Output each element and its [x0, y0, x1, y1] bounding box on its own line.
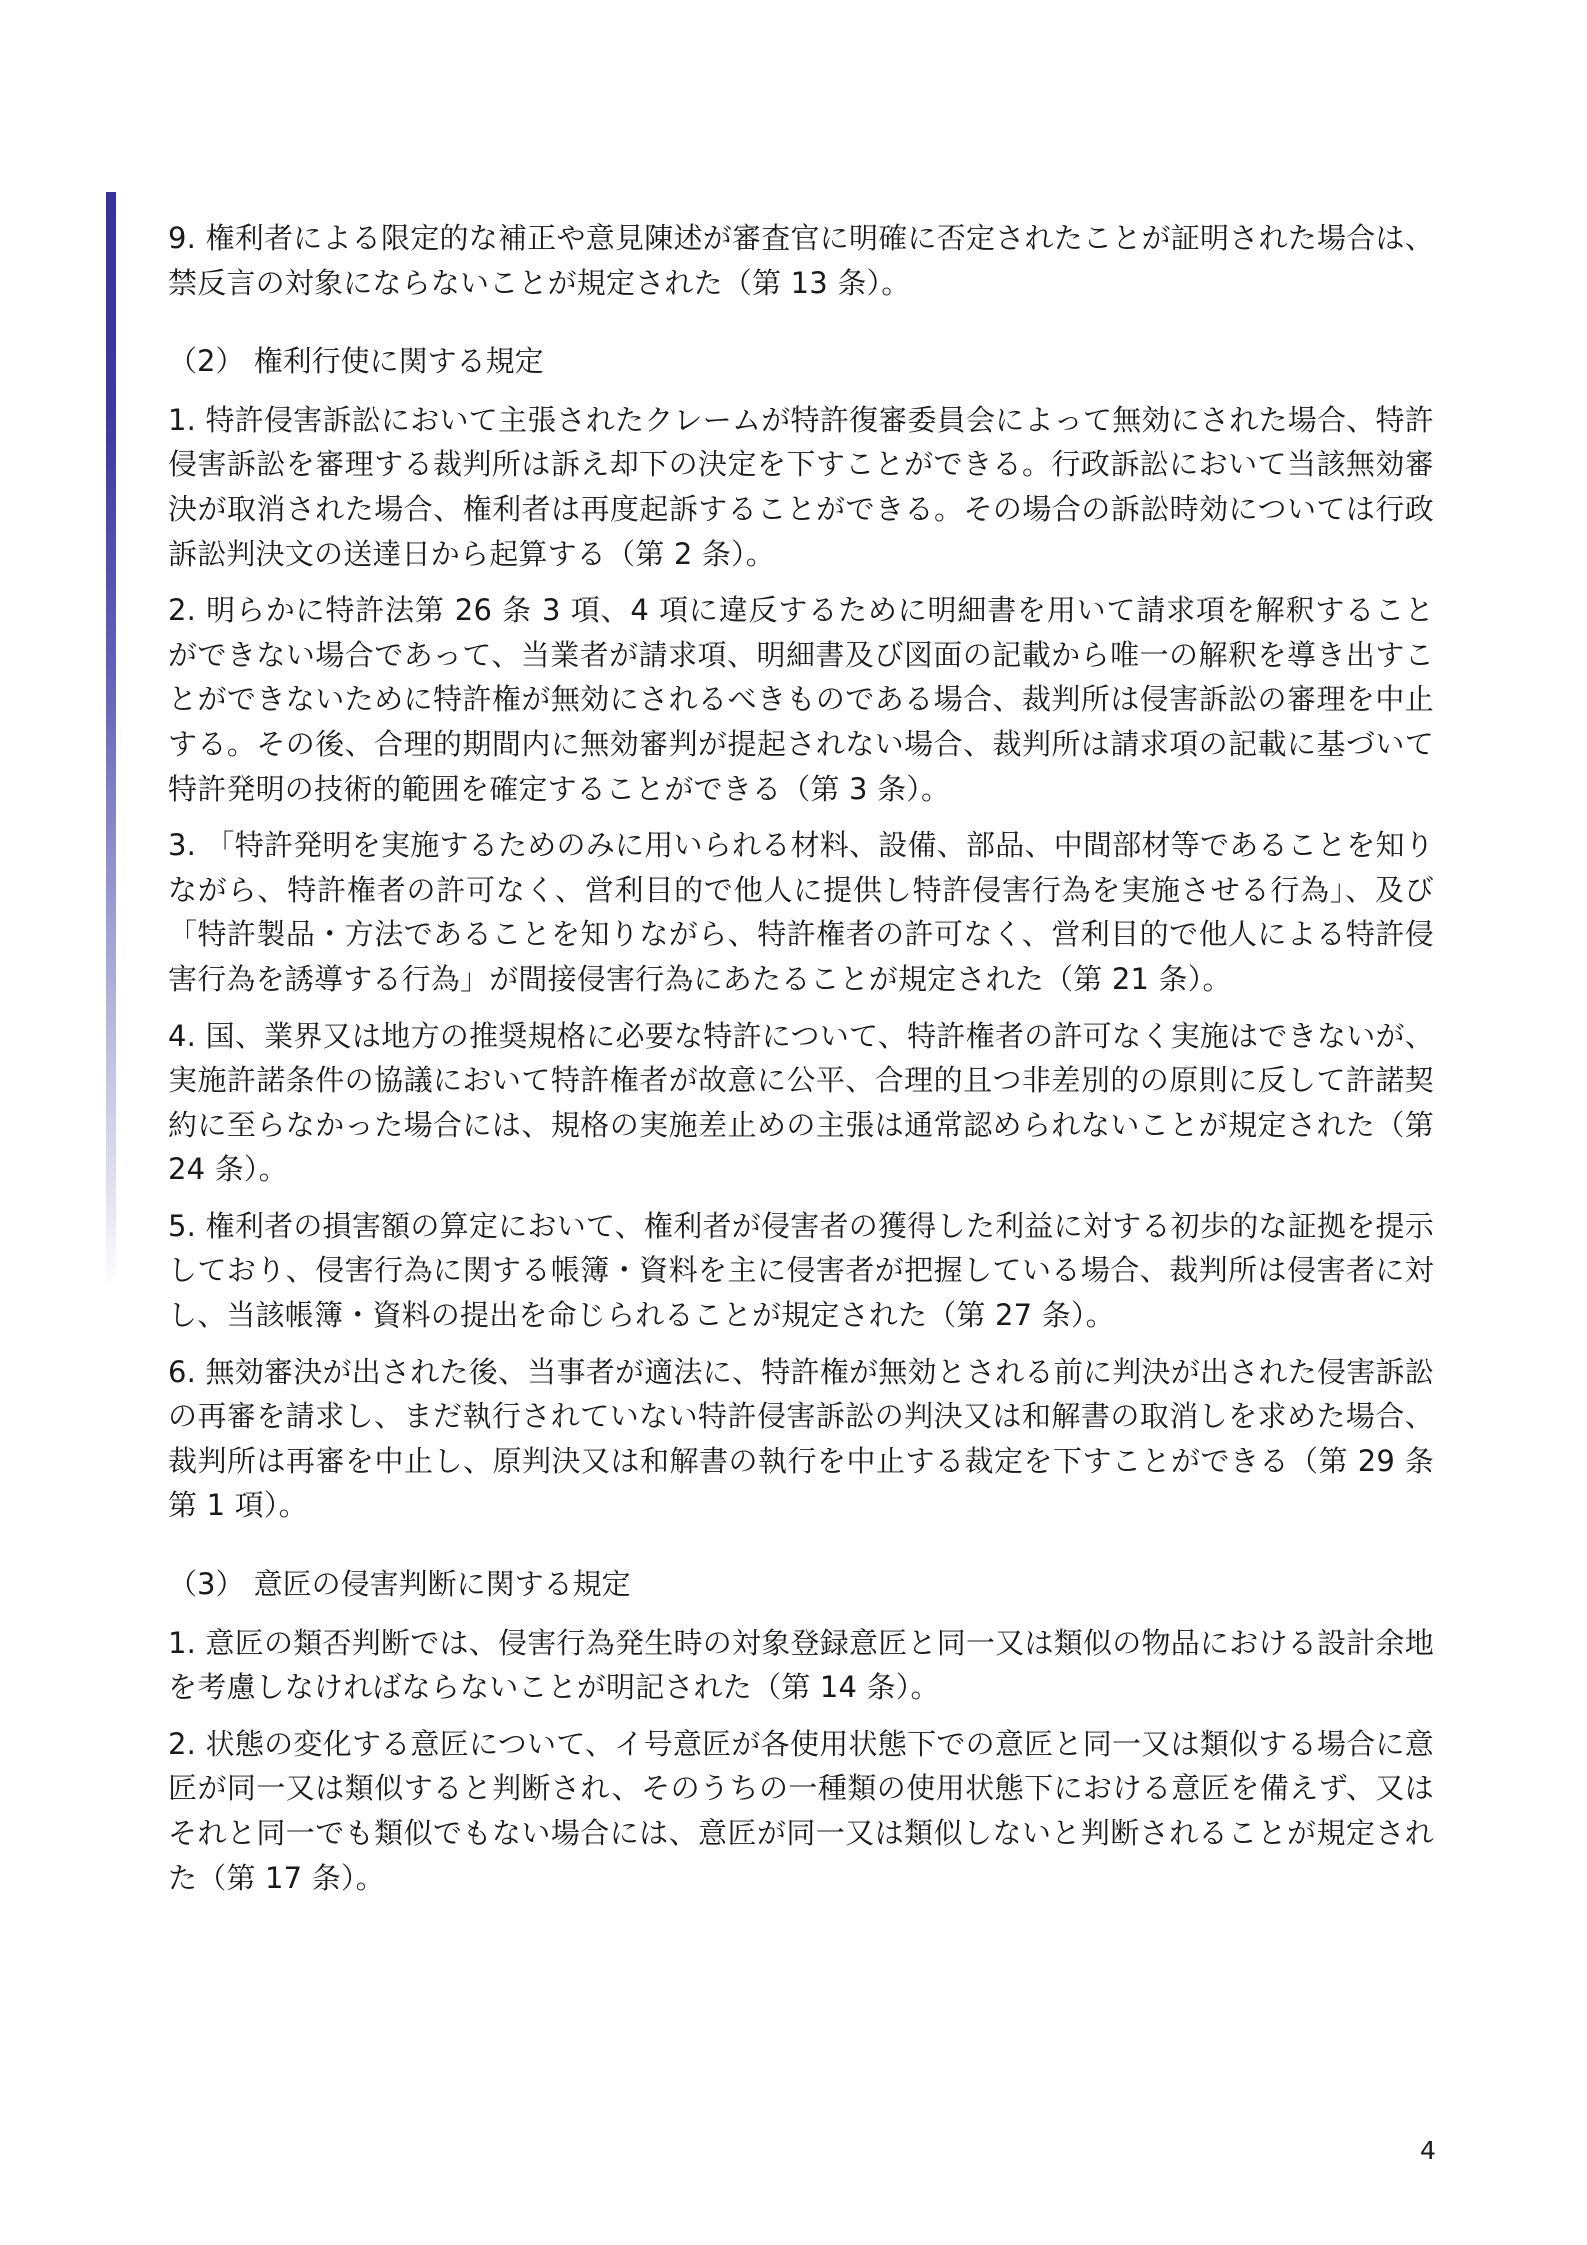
paragraph-item-6: 6. 無効審決が出された後、当事者が適法に、特許権が無効とされる前に判決が出された侵害訴訟の再審を請求し、まだ執行されていない特許侵害訴訟の判決又は和解書の取消しを求めた場合、裁判所は再審を中止し、原判決又は和解書の執行を中止する裁定を下すことができる（第 29 条第 1 項）。 [168, 1354, 1434, 1523]
paragraph-design-item-2: 2. 状態の変化する意匠について、イ号意匠が各使用状態下での意匠と同一又は類似する場合に意匠が同一又は類似すると判断され、そのうちの一種類の使用状態下における意匠を備えず、又はそれと同一でも類似でもない場合には、意匠が同一又は類似しないと判断されることが規定された（第 17 条）。 [168, 1726, 1434, 1895]
decorative-side-bar [106, 192, 116, 1287]
paragraph-design-item-1: 1. 意匠の類否判断では、侵害行為発生時の対象登録意匠と同一又は類似の物品における設計余地を考慮しなければならないことが明記された（第 14 条）。 [168, 1625, 1434, 1705]
paragraph-item-3: 3. 「特許発明を実施するためのみに用いられる材料、設備、部品、中間部材等であることを知りながら、特許権者の許可なく、営利目的で他人に提供し特許侵害行為を実施させる行為」、及び「特許製品・方法であることを知りながら、特許権者の許可なく、営利目的で他人による特許侵害行為を誘導する行為」が間接侵害行為にあたることが規定された（第 21 条）。 [168, 828, 1434, 996]
section-heading-design-infringement: （3） 意匠の侵害判断に関する規定 [168, 1567, 631, 1602]
paragraph-item-4: 4. 国、業界又は地方の推奨規格に必要な特許について、特許権者の許可なく実施はできないが、実施許諾条件の協議において特許権者が故意に公平、合理的且つ非差別的の原則に反して許諾契約に至らなかった場合には、規格の実施差止めの主張は通常認められないことが規定された（第 24 条）。 [168, 1018, 1434, 1187]
section-heading-rights-enforcement: （2） 権利行使に関する規定 [168, 344, 544, 379]
paragraph-item-1: 1. 特許侵害訴訟において主張されたクレームが特許復審委員会によって無効にされた場合、特許侵害訴訟を審理する裁判所は訴え却下の決定を下すことができる。行政訴訟において当該無効審決が取消された場合、権利者は再度起訴することができる。その場合の訴訟時効については行政訴訟判決文の送達日から起算する（第 2 条）。 [168, 402, 1434, 571]
paragraph-item-9: 9. 権利者による限定的な補正や意見陳述が審査官に明確に否定されたことが証明された場合は、禁反言の対象にならないことが規定された（第 13 条）。 [168, 221, 1434, 300]
document-body [168, 216, 1434, 1912]
paragraph-item-2: 2. 明らかに特許法第 26 条 3 項、4 項に違反するために明細書を用いて請求項を解釈することができない場合であって、当業者が請求項、明細書及び図面の記載から唯一の解釈を導き出すことができないために特許権が無効にされるべきものである場合、裁判所は侵害訴訟の審理を中止する。その後、合理的期間内に無効審判が提起されない場合、裁判所は請求項の記載に基づいて特許発明の技術的範囲を確定することができる（第 3 条）。 [168, 593, 1434, 806]
page-number: 4 [1420, 2136, 1436, 2165]
paragraph-item-5: 5. 権利者の損害額の算定において、権利者が侵害者の獲得した利益に対する初歩的な証拠を提示しており、侵害行為に関する帳簿・資料を主に侵害者が把握している場合、裁判所は侵害者に対し、当該帳簿・資料の提出を命じられることが規定された（第 27 条）。 [168, 1208, 1434, 1333]
